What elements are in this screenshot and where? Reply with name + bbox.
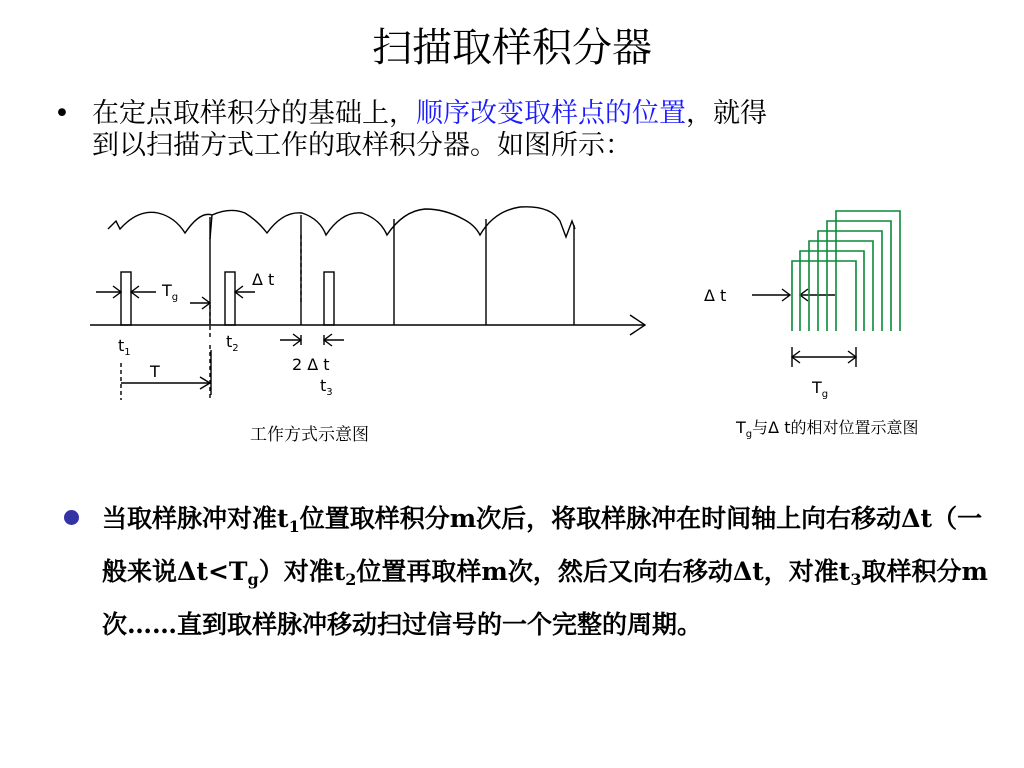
caption-working-mode: 工作方式示意图 xyxy=(250,425,369,445)
label-t1: $t_1$ xyxy=(118,336,131,358)
label-t3: $t_3$ xyxy=(320,376,333,398)
round-bullet-icon xyxy=(64,510,79,525)
intro-text-end: ，就得 xyxy=(686,98,767,129)
desc-part-3: ）对准t xyxy=(258,557,346,586)
caption-relative-position: $T_g$与Δ t的相对位置示意图 xyxy=(736,418,919,440)
desc-part-2: 位置取样积分m次后，将取样脉冲在时间轴上向右移动Δt（一般来说Δt<T xyxy=(102,504,983,586)
sampling-pulse-t1 xyxy=(121,272,131,325)
desc-sub-4: 3 xyxy=(850,570,862,589)
desc-part-1: 当取样脉冲对准t xyxy=(102,504,289,533)
intro-text-line2: 到以扫描方式工作的取样积分器。如图所示： xyxy=(92,130,632,161)
scan-description-text xyxy=(102,492,992,651)
desc-sub-3: 2 xyxy=(345,570,357,589)
sampling-pulse-t2 xyxy=(225,272,235,325)
label-2dt: 2 Δ t xyxy=(292,355,330,374)
bullet-intro-text xyxy=(92,98,992,162)
desc-sub-1: 1 xyxy=(288,517,300,536)
label-t2: $t_2$ xyxy=(226,332,239,354)
sampling-pulse-t3 xyxy=(324,272,334,325)
right-label-tg: $T_g$ xyxy=(812,378,829,400)
label-dt: Δ t xyxy=(252,270,275,289)
intro-highlight: 顺序改变取样点的位置 xyxy=(416,98,686,129)
right-label-dt: Δ t xyxy=(704,286,727,305)
bullet-dot-icon: • xyxy=(54,98,70,129)
desc-part-5: 取样积分m次……直到取样脉冲移动扫过信号的一个完整的周期。 xyxy=(102,557,988,639)
desc-part-4: 位置再取样m次，然后又向右移动Δt，对准t xyxy=(356,557,851,586)
label-T: T xyxy=(150,362,160,381)
slide-title: 扫描取样积分器 xyxy=(372,25,652,71)
intro-text-start: 在定点取样积分的基础上， xyxy=(92,98,416,129)
signal-waveform xyxy=(108,207,575,239)
desc-sub-2: g xyxy=(247,570,259,589)
relative-position-diagram xyxy=(700,205,1000,455)
label-tg: $T_g$ xyxy=(162,281,179,303)
working-mode-diagram xyxy=(80,195,660,455)
